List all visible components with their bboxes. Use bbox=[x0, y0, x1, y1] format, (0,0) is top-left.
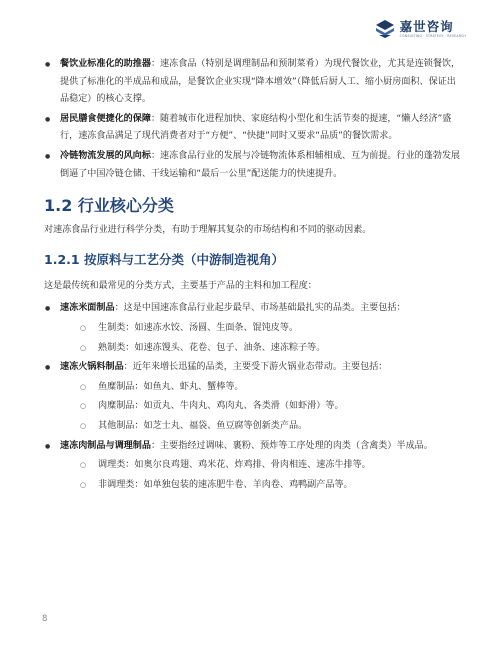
bullet-title: 餐饮业标准化的助推器 bbox=[60, 59, 151, 69]
list-item bbox=[44, 300, 464, 357]
bullet-text: ：速冻食品行业的发展与冷链物流体系相辅相成、互为前提。行业的蓬勃发展倒逼了中国冷链仓储、干线运输和“最后一公里”配送能力的快速提升。 bbox=[60, 150, 461, 179]
bullet-text: ：速冻食品（特别是调理制品和预制菜肴）为现代餐饮业，尤其是连锁餐饮，提供了标准化的半成品和成品，是餐饮企业实现“降本增效”（降低后厨人工、缩小厨房面积、保证出品稳定）的核心支撑。 bbox=[60, 59, 461, 105]
company-logo bbox=[374, 18, 466, 40]
page-number: 8 bbox=[42, 614, 48, 624]
sub-list-item: ○ 非调理类：如单独包装的速冻肥牛卷、羊肉卷、鸡鸭副产品等。 bbox=[80, 477, 464, 495]
category-title: 速冻火锅料制品 bbox=[60, 362, 124, 373]
category-title: 速冻米面制品 bbox=[60, 303, 115, 314]
list-item bbox=[44, 56, 464, 109]
sub-list-item: ○ 其他制品：如芝士丸、福袋、鱼豆腐等创新类产品。 bbox=[80, 418, 464, 436]
logo-name: 嘉世咨询 bbox=[399, 18, 454, 34]
sub-list-item: ○ 熟制类：如速冻馒头、花卷、包子、油条、速冻粽子等。 bbox=[80, 340, 464, 358]
list-item bbox=[44, 438, 464, 495]
sub-list-item: ○ 生制类：如速冻水饺、汤圆、生面条、馄饨皮等。 bbox=[80, 320, 464, 338]
category-title: 速冻肉制品与调理制品 bbox=[60, 440, 151, 451]
list-item bbox=[44, 148, 464, 183]
sub-list-item: ○ 调理类：如奥尔良鸡翅、鸡米花、炸鸡排、骨肉相连、速冻牛排等。 bbox=[80, 457, 464, 475]
top-bullet-list bbox=[44, 56, 464, 183]
list-item bbox=[44, 359, 464, 435]
jiashi-logo-icon bbox=[374, 18, 396, 40]
list-item bbox=[44, 111, 464, 146]
section-heading: 1.2 行业核心分类 bbox=[44, 196, 174, 216]
bullet-title: 冷链物流发展的风向标 bbox=[60, 150, 151, 161]
category-list bbox=[44, 300, 464, 494]
bullet-title: 居民膳食便捷化的保障 bbox=[60, 113, 151, 124]
logo-subtitle: CONSULTING · STRATEGY · RESEARCH bbox=[399, 33, 466, 38]
sub-list-item: ○ 鱼糜制品：如鱼丸、虾丸、蟹棒等。 bbox=[80, 379, 464, 397]
subsection-intro: 这是最传统和最常见的分类方式，主要基于产品的主料和加工程度： bbox=[44, 280, 317, 291]
sub-list-item: ○ 肉糜制品：如贡丸、牛肉丸、鸡肉丸、各类滑（如虾滑）等。 bbox=[80, 398, 464, 416]
section-intro: 对速冻食品行业进行科学分类，有助于理解其复杂的市场结构和不同的驱动因素。 bbox=[44, 225, 372, 236]
subsection-heading: 1.2.1 按原料与工艺分类（中游制造视角） bbox=[44, 251, 284, 267]
category-text: ：近年来增长迅猛的品类，主要受下游火锅业态带动。主要包括： bbox=[123, 362, 388, 373]
bullet-text: ：随着城市化进程加快、家庭结构小型化和生活节奏的提速，“懒人经济”盛行，速冻食品满足了现代消费者对于“方便”、“快捷”同时又要求“品质”的餐饮需求。 bbox=[60, 113, 452, 142]
category-text: ：主要指经过调味、裹粉、预炸等工序处理的肉类（含禽类）半成品。 bbox=[150, 440, 433, 451]
document-body bbox=[44, 56, 464, 496]
category-text: ：这是中国速冻食品行业起步最早、市场基础最扎实的品类。主要包括： bbox=[114, 303, 406, 314]
